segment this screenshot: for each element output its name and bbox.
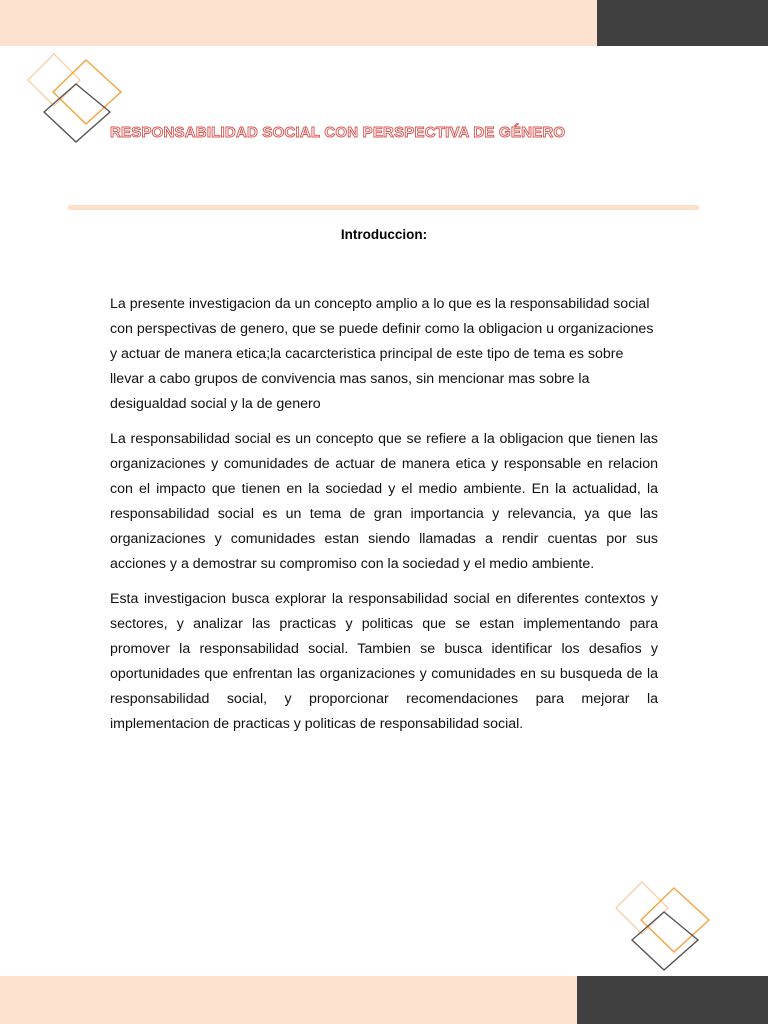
header-dark-block [597,0,768,46]
paragraph-2: La responsabilidad social es un concepto que se refiere a la obligacion que tienen las organizaciones y comunidades de actuar de manera etica y responsable en relacion con el impacto que tienen en la sociedad y el medio ambiente. En la actualidad, la responsabilidad social es un tema de gran importancia y relevancia, ya que las organizaciones y comunidades estan siendo llamadas a rendir cuentas por sus acciones y a demostrar su compromiso con la sociedad y el medio ambiente. [110,431,658,572]
footer-dark-block [577,976,768,1024]
paragraph-3: Esta investigacion busca explorar la responsabilidad social en diferentes contextos y sectores, y analizar las practicas y politicas que se estan implementando para promover la responsabilidad social. Tambien se busca identificar los desafios y oportunidades que enfrentan las organizaciones y comunidades en su busqueda de la responsabilidad social, y proporcionar recomendaciones para mejorar la implementacion de practicas y politicas de responsabilidad social. [110,591,658,732]
footer-band [0,976,577,1024]
paragraph-1: La presente investigacion da un concepto amplio a lo que es la responsabilidad social con perspectivas de genero, que se puede definir como la obligacion u organizaciones y actuar de manera etica;la cacarcteristica principal de este tipo de tema es sobre llevar a cabo grupos de convivencia mas sanos, sin mencionar mas sobre la desigualdad social y la de genero [110,296,654,412]
diamond-pattern-icon [614,880,714,975]
title-divider [68,205,699,210]
header-band [0,0,597,46]
document-title: RESPONSABILIDAD SOCIAL CON PERSPECTIVA DE GÉNERO [110,124,566,141]
body-text [110,292,658,747]
intro-heading: Introduccion: [340,227,428,242]
